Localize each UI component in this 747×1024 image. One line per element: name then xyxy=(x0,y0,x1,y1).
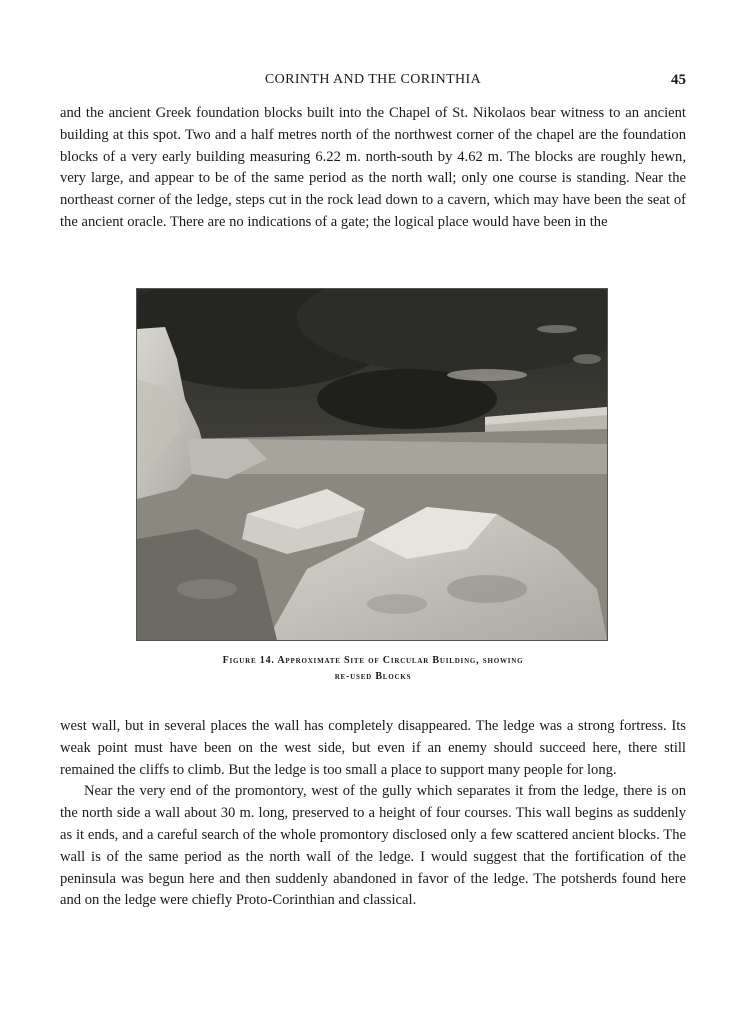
caption-line: re-used Blocks xyxy=(334,671,412,682)
body-text-top xyxy=(60,103,686,234)
paragraph: and the ancient Greek foundation blocks built into the Chapel of St. Nikolaos bear witness to an ancient building at this spot. Two and a half metres north of the northwest corner of the chapel are the foundation blocks of a very early building measuring 6.22 m. north-south by 4.62 m. The blocks are roughly hewn, very large, and appear to be of the same period as the north wall; only one course is standing. Near the northeast corner of the ledge, steps cut in the rock lead down to a cavern, which may have been the seat of the ancient oracle. There are no indications of a gate; the logical place would have been in the xyxy=(60,105,686,230)
body-text-bottom xyxy=(60,716,686,912)
page-number: 45 xyxy=(671,72,686,88)
paragraph: west wall, but in several places the wall has completely disappeared. The ledge was a strong fortress. Its weak point must have been on the west side, but even if an enemy should succeed here, there still remained the cliffs to climb. But the ledge is too small a place to support many people for long. xyxy=(60,718,686,778)
page-header xyxy=(60,72,686,92)
figure-caption xyxy=(60,653,686,685)
paragraph: Near the very end of the promontory, west of the gully which separates it from the ledge, there is on the north side a wall about 30 m. long, preserved to a height of four courses. This wall begins as suddenly as it ends, and a careful search of the whole promontory disclosed only a few scattered ancient blocks. The wall is of the same period as the north wall of the ledge. I would suggest that the fortification of the peninsula was begun here and then suddenly abandoned in favor of the ledge. The potsherds found here and on the ledge were chiefly Proto-Corinthian and classical. xyxy=(60,783,686,909)
caption-line: Figure 14. Approximate Site of Circular Building, showing xyxy=(222,655,524,666)
running-title: CORINTH AND THE CORINTHIA xyxy=(264,72,482,87)
figure-photograph xyxy=(136,288,608,641)
site-photograph xyxy=(137,289,607,640)
